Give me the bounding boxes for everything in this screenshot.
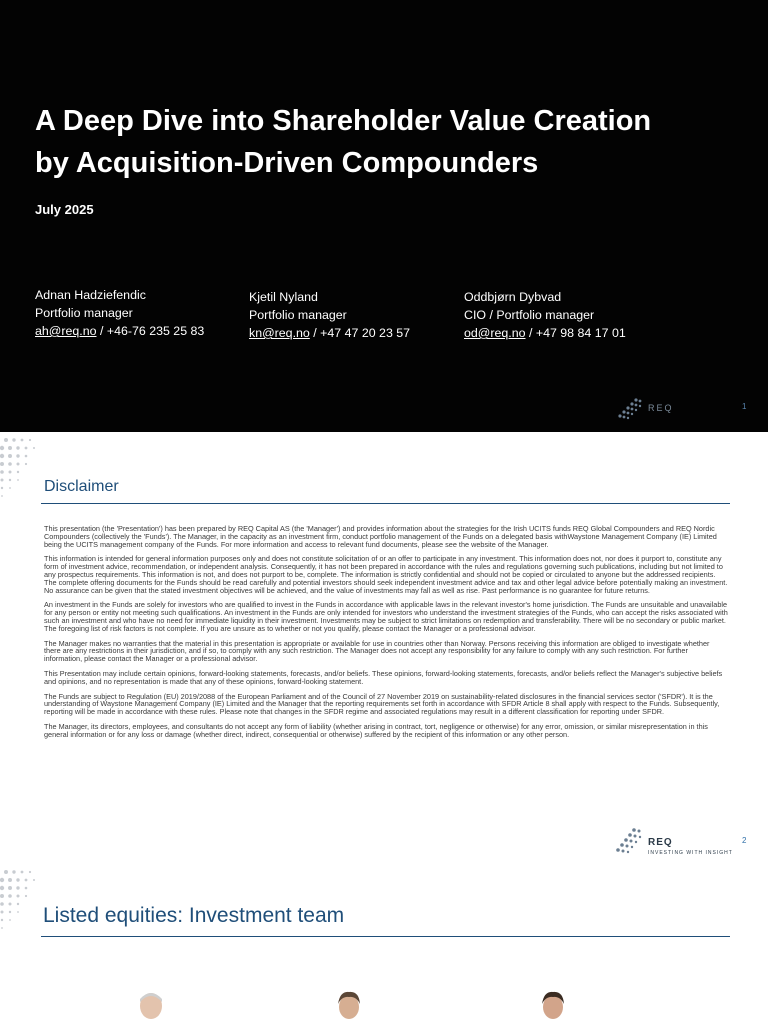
disclaimer-paragraph: This information is intended for general information purposes only and does not constitute solicitation of or an offer to participate in any investment. This information does not, nor does it purport to, constitute any form of investment advice, recommendation, or independent analysis. Consequently, it has not been prepared in accordance with the rules and regulations governing such publications, including but not limited to any prospectus requirements. This information is not, and does not purport to be, complete. The information is strictly confidential and should not be copied or circulated to anyone but the addressed recipients. The complete offering documents for the Funds should be read carefully and potential investors should seek independent investment advice and tax and other legal advice before potentially making an investment. No assurance can be given that the stated investment objectives will be achieved, and the value of investments may fall as well as rise. Past performance is no guarantee for future returns. (44, 554, 728, 595)
contact-role: CIO / Portfolio manager (464, 308, 595, 322)
title-line-1: A Deep Dive into Shareholder Value Creation (35, 105, 652, 137)
req-tagline: INVESTING WITH INSIGHT (648, 850, 733, 856)
disclaimer-heading: Disclaimer (44, 478, 119, 495)
heading-divider (41, 936, 730, 937)
disclaimer-paragraph: The Manager, its directors, employees, and consultants do not accept any form of liability (whether arising in contract, tort, negligence or otherwise) for any error, omission, or similar misrepresentation in this general information or for any loss or damage (whether direct, indirect, consequential or otherwise) suffered by the recipient of this information or any other person. (44, 721, 708, 739)
title-slide (0, 0, 768, 432)
investment-team-slide (0, 864, 768, 1024)
contact-role: Portfolio manager (35, 306, 133, 320)
contact-email-link[interactable]: ah@req.no (35, 324, 97, 338)
heading-divider (41, 503, 730, 504)
team-member-photo (332, 990, 366, 1024)
contact-name: Adnan Hadziefendic (35, 288, 146, 302)
team-member-photo (536, 990, 570, 1024)
contact-card (464, 288, 626, 342)
team-member-photo (134, 990, 168, 1024)
contact-email-link[interactable]: od@req.no (464, 326, 526, 340)
contact-phone: / +47 47 20 23 57 (309, 326, 411, 340)
disclaimer-text (44, 525, 728, 746)
contact-phone: / +46-76 235 25 83 (96, 324, 205, 338)
req-logo-mark-icon (612, 822, 652, 856)
contact-name: Kjetil Nyland (249, 290, 318, 304)
contact-phone: / +47 98 84 17 01 (525, 326, 626, 340)
disclaimer-paragraph: An investment in the Funds are solely for investors who are qualified to invest in the Funds in accordance with applicable laws in the relevant investor's home jurisdiction. The Funds are unsuitable and unavailable for any person or entity not meeting such qualifications. An investment in the Funds are only intended for investors who understand the investment strategies of the Funds, who can accept the risks associated with such an investment and who have no need for immediate liquidity in their investment. Investments may be subject to strict limitations on redemption and transferability. There will be no secondary or public market. The foregoing list of risk factors is not complete. If you are unsure as to whether or not you qualify, please contact the Manager or a professional advisor. (44, 600, 728, 633)
disclaimer-paragraph: This presentation (the 'Presentation') has been prepared by REQ Capital AS (the 'Manager') and provides information about the strategies for the Irish UCITS funds REQ Global Compounders and REQ Nordic Compounders (collectively the 'Funds'). The Manager, in the capacity as an investment firm, conduct portfolio management of the Funds on a delegated basis withWaystone Management Company (IE) Limited being the UCITS management company of the Funds. For more information and access to relevant fund documents, please see the website of the Manager. (44, 524, 717, 549)
contact-card (249, 288, 410, 342)
req-logo-text: REQ (648, 403, 674, 413)
presentation-title (35, 100, 735, 184)
contact-card (35, 286, 204, 340)
contact-email-link[interactable]: kn@req.no (249, 326, 310, 340)
title-line-2: by Acquisition-Driven Compounders (35, 147, 539, 179)
disclaimer-slide (0, 432, 768, 864)
disclaimer-paragraph: The Funds are subject to Regulation (EU) 2019/2088 of the European Parliament and of the Council of 27 November 2019 on sustainability-related disclosures in the financial services sector ('SFDR'). It is the understanding of Waystone Management Company (IE) Limited and the Manager that the reporting requirements set forth in accordance with SFDR Article 8 shall apply with respect to the Funds. Subsequently, reporting will be made in accordance with these rules. Please note that changes in the SFDR regime and associated regulations may result in a different classification for reporting under SFDR. (44, 691, 720, 717)
disclaimer-paragraph: This Presentation may include certain opinions, forward-looking statements, forecasts, and/or beliefs. These opinions, forward-looking statements, forecasts, and/or beliefs reflect the Manager's subjective beliefs and opinions, and no representation is made that any of these opinions, forward-looking statement. (44, 668, 723, 686)
disclaimer-paragraph: The Manager makes no warranties that the material in this presentation is appropriate or available for use in countries other than Norway. Persons receiving this information are obliged to investigate whether there are any restrictions in their jurisdiction, and if so, to comply with any such restriction. The Manager does not accept any responsibility for any failure to comply with any such restriction. For further information, please contact the Manager or a professional advisor. (44, 638, 710, 664)
investment-team-heading: Listed equities: Investment team (43, 904, 345, 927)
presentation-date: July 2025 (35, 202, 94, 217)
page-number: 2 (742, 836, 747, 845)
page-number: 1 (742, 402, 747, 411)
contact-role: Portfolio manager (249, 308, 347, 322)
contact-name: Oddbjørn Dybvad (464, 290, 562, 304)
req-logo-text: REQ (648, 837, 673, 848)
